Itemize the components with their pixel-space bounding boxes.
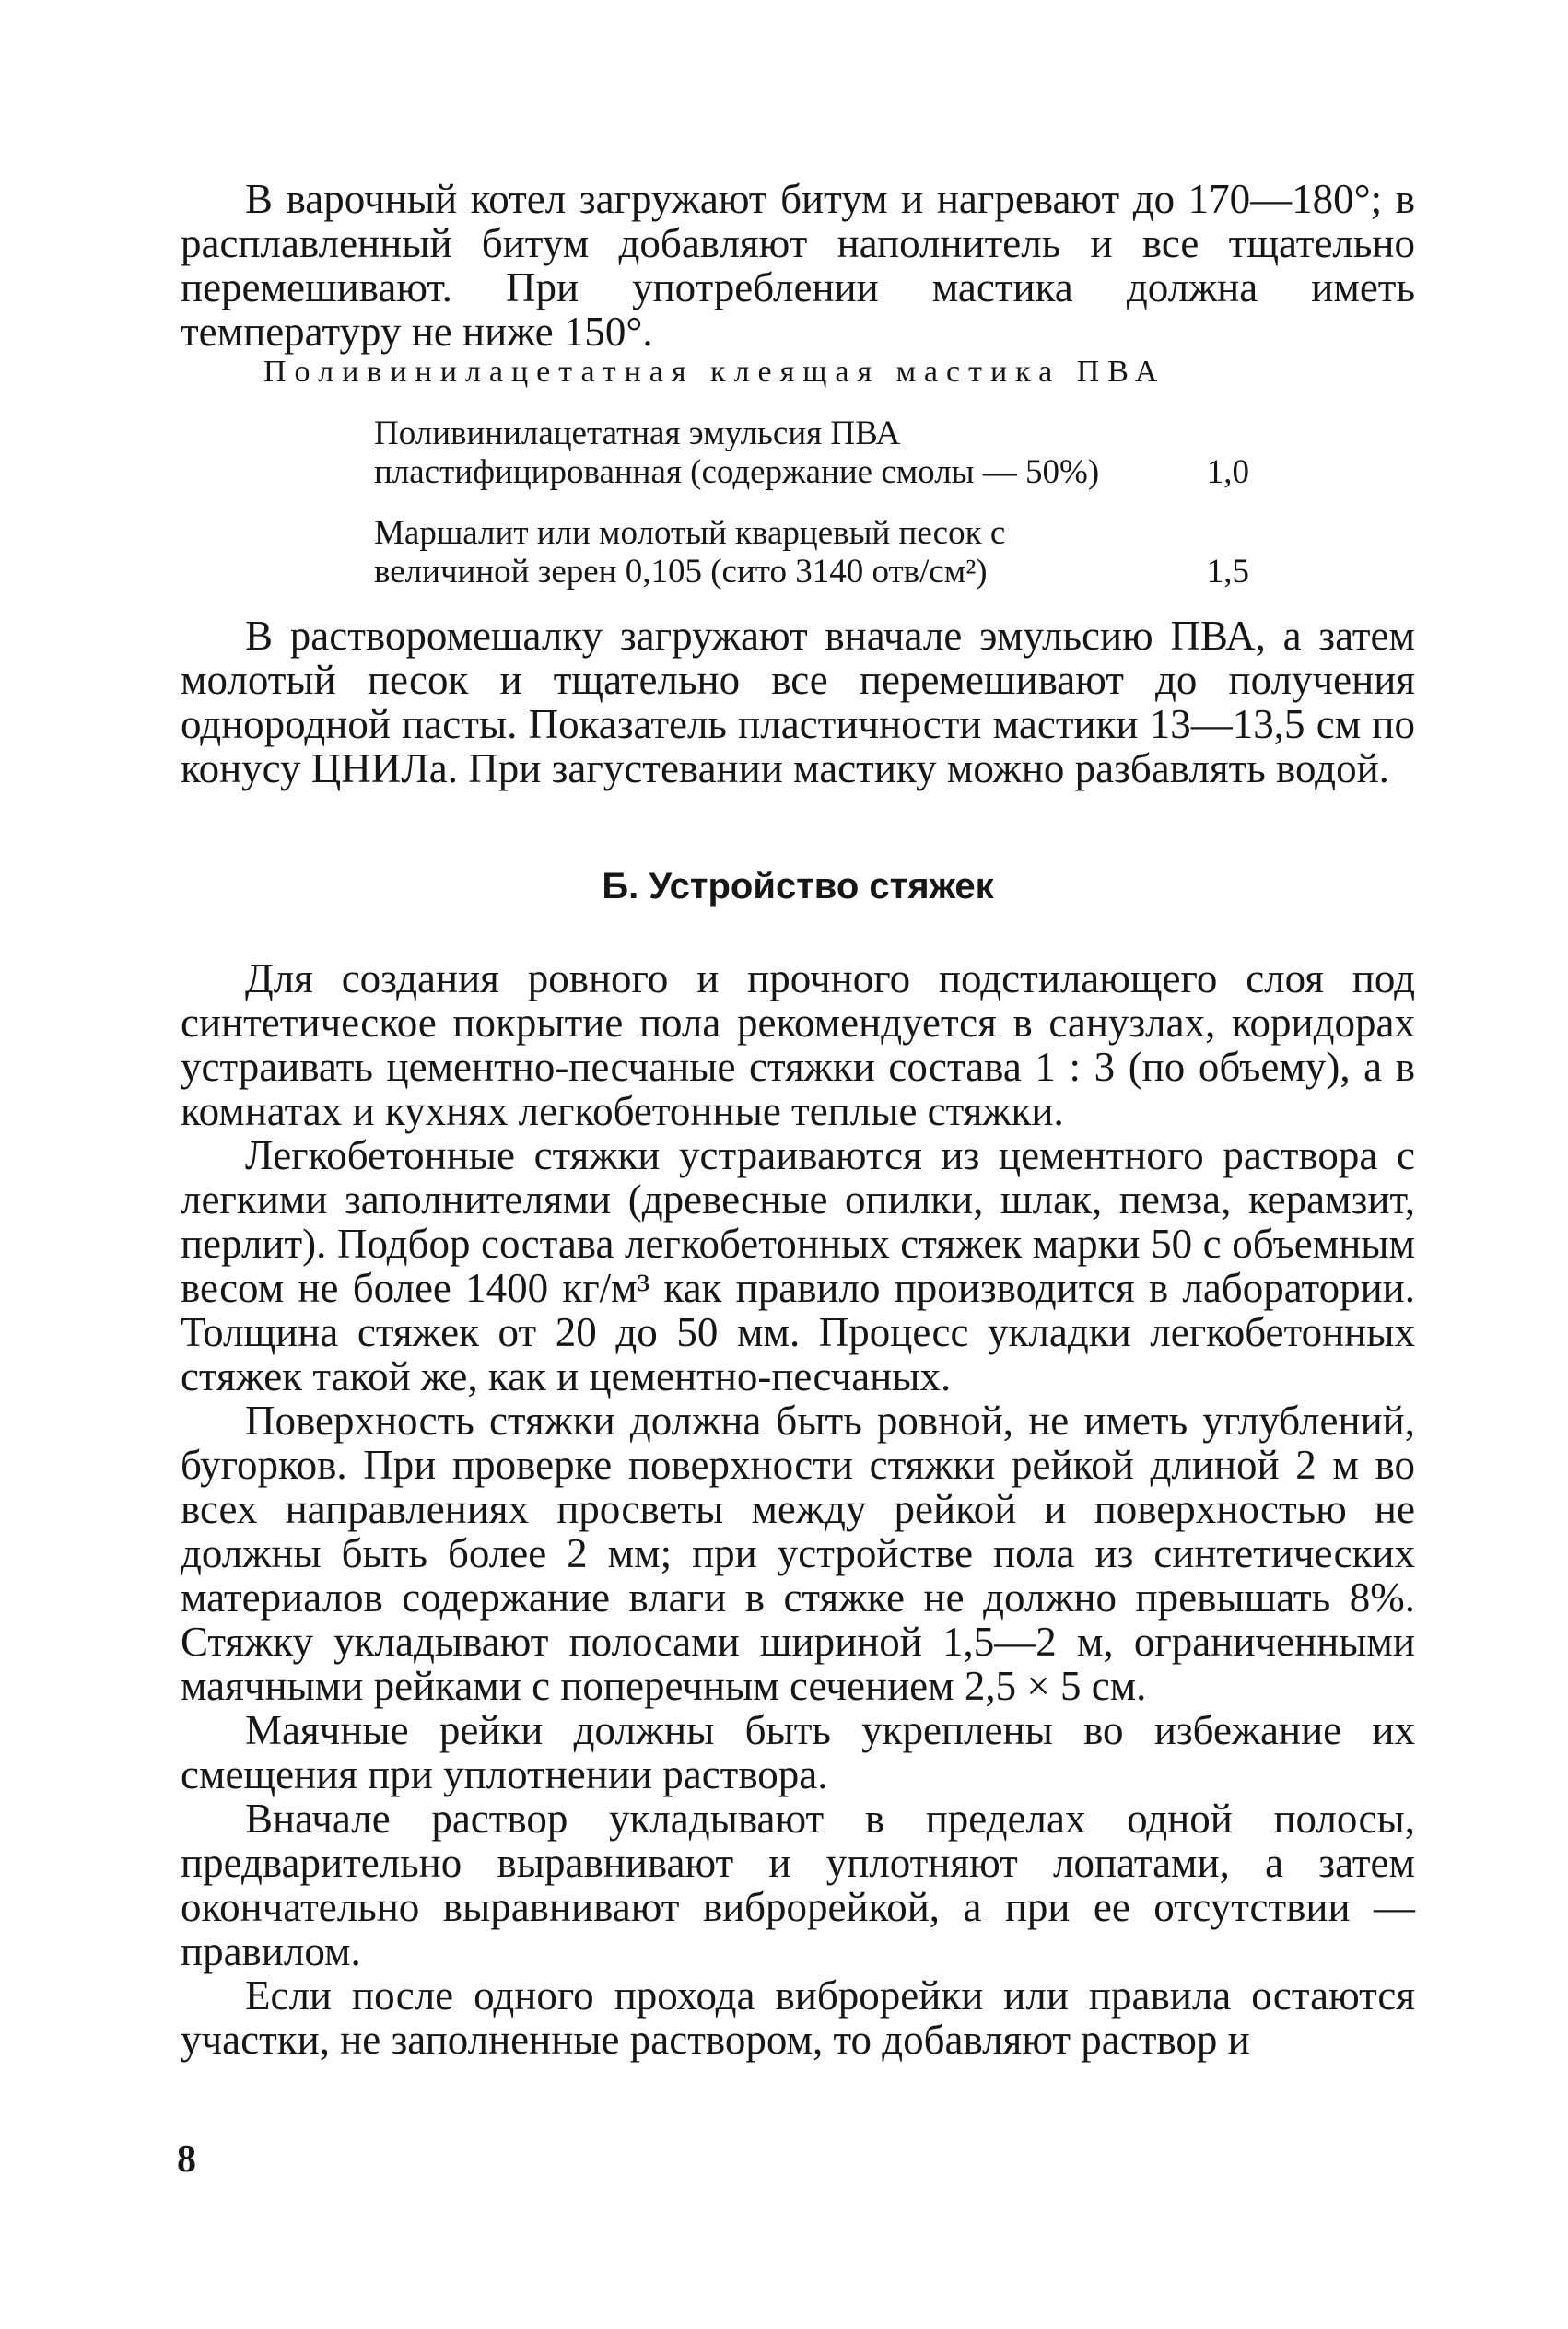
paragraph-lightweight-screed: Легкобетонные стяжки устраиваются из цементного раствора с легкими заполнителями (древесные опилки, шлак, пемза, керамзит, перлит). Подбор состава легкобетонных стяжек марки 50 с объемным весом не более 1400 кг/м³ как правило производится в лаборатории. Толщина стяжек от 20 до 50 мм. Процесс укладки легкобетонных стяжек такой же, как и цементно-песчаных. (181, 1132, 1415, 1399)
recipe-title: Поливинилацетатная клеящая мастика ПВА (263, 355, 1166, 389)
ingredient-row (374, 415, 1249, 492)
ingredient-name: Маршалит или молотый кварцевый песок с величиной зерен 0,105 (сито 3140 отв/см²) (374, 514, 1006, 591)
paragraph-bitumen-heating: В варочный котел загружают битум и нагревают до 170—180°; в расплавленный битум добавляют наполнитель и все тщательно перемешивают. При употреблении мастика должна иметь температуру не ниже 150°. (181, 176, 1415, 355)
paragraph-vibrating: Если после одного прохода виброрейки или правила остаются участки, не заполненные раствором, то добавляют раствор и (181, 1972, 1415, 2063)
section-title: Б. Устройство стяжек (602, 866, 994, 907)
paragraph-screed-intro: Для создания ровного и прочного подстилающего слоя под синтетическое покрытие пола рекомендуется в санузлах, коридорах устраивать цементно-песчаные стяжки состава 1 : 3 (по объему), а в комнатах и кухнях легкобетонные теплые стяжки. (181, 955, 1415, 1134)
paragraph-mixing: В растворомешалку загружают вначале эмульсию ПВА, а затем молотый песок и тщательно все перемешивают до получения однородной пасты. Показатель пластичности мастики 13—13,5 см по конусу ЦНИЛа. При загустевании мастику можно разбавлять водой. (181, 613, 1415, 791)
paragraph-laying-order: Вначале раствор укладывают в пределах одной полосы, предварительно выравнивают и уплотняют лопатами, а затем окончательно выравнивают виброрейкой, а при ее отсутствии — правилом. (181, 1796, 1415, 1974)
page-number: 8 (177, 2138, 196, 2181)
ingredient-row (374, 514, 1249, 591)
ingredient-amount: 1,5 (1206, 553, 1249, 591)
ingredient-name: Поливинилацетатная эмульсия ПВА пластифицированная (содержание смолы — 50%) (374, 415, 1100, 491)
paragraph-surface-requirements: Поверхность стяжки должна быть ровной, не иметь углублений, бугорков. При проверке поверхности стяжки рейкой длиной 2 м во всех направлениях просветы между рейкой и поверхностью не должны быть более 2 мм; при устройстве пола из синтетических материалов содержание влаги в стяжке не должно превышать 8%. Стяжку укладывают полосами шириной 1,5—2 м, ограниченными маячными рейками с поперечным сечением 2,5 × 5 см. (181, 1398, 1415, 1709)
ingredient-amount: 1,0 (1206, 453, 1249, 491)
document-page (181, 177, 1415, 2062)
recipe-ingredients (374, 415, 1249, 591)
paragraph-beacon-rails: Маячные рейки должны быть укреплены во избежание их смещения при уплотнении раствора. (181, 1707, 1415, 1797)
